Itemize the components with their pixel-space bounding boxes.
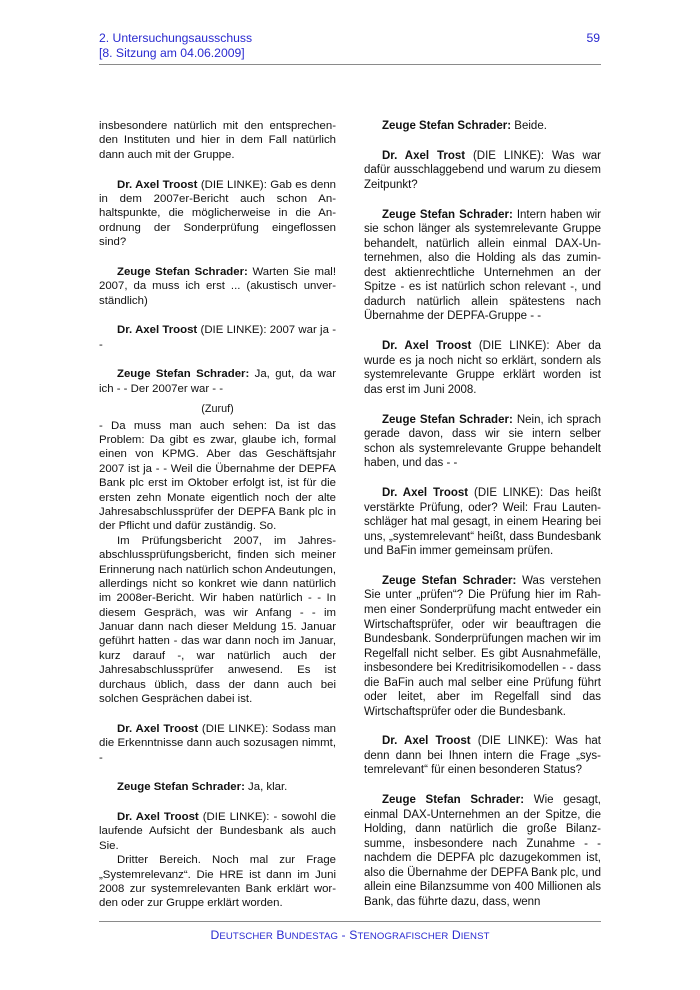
paragraph [364, 119, 601, 134]
paragraph [364, 793, 601, 909]
paragraph-text: Was war dafür ausschlaggebend und warum zu diesem Zeitpunkt? [364, 149, 601, 191]
footer-initial: S [349, 928, 358, 942]
paragraph-text: 2007 war ja - - [99, 324, 337, 351]
paragraph [364, 734, 601, 778]
speaker-affiliation: (DIE LINKE): [198, 722, 273, 735]
paragraph-text: Nein, ich sprach gerade davon, dass wir sie intern selber schon als systemrelevante Gruppe behandelt haben, und das - - [364, 413, 601, 470]
paragraph-text: Aber da wurde es ja noch nicht so erklärt, sondern als systemrelevante Gruppe erklärt worden ist das erst im Juni 2008. [364, 340, 601, 396]
interjection-note: (Zuruf) [201, 403, 234, 416]
paragraph [364, 413, 601, 471]
footer-word: UNDESTAG [284, 931, 339, 942]
paragraph-text: - sowohl die laufende Aufsicht der Bundesbank als auch Sie. [99, 811, 337, 852]
paragraph [99, 810, 336, 853]
paragraph [99, 853, 336, 911]
paragraph-text: Sodass man die Erkenntnisse dann auch sozusagen nimmt, - [99, 722, 337, 764]
speaker-name: Zeuge Stefan Schrader: [117, 368, 250, 381]
right-column [364, 119, 601, 909]
paragraph-text: - Da muss man auch sehen: Da ist das Problem: Da gibt es zwar, glaube ich, formal einen von KPMG. Aber das Geschäftsjahr 2007 ist ja - - Weil die Übernahme der DEPFA Bank plc erst im Oktober erfolgt ist, ist für die ersten zehn Monate eigentlich noch der alte Jahresabschlussprüfer der DEPFA Bank plc in der Pflicht und dafür zuständig. So. [99, 419, 336, 533]
paragraph-text: Gab es denn in dem 2007er-Bericht auch schon Anhaltspunkte, die möglicherweise in die Anordnung der Sonderprüfung eingeflossen sind? [99, 178, 336, 249]
speaker-name: Dr. Axel Troost [382, 487, 469, 500]
speaker-name: Zeuge Stefan Schrader: [382, 413, 513, 426]
speaker-name: Dr. Axel Troost [117, 811, 199, 824]
speaker-name: Zeuge Stefan Schrader: [382, 794, 525, 807]
paragraph [99, 265, 336, 308]
page-header [99, 30, 601, 64]
paragraph [364, 486, 601, 559]
paragraph [364, 208, 601, 324]
speaker-affiliation: (DIE LINKE): [465, 149, 552, 162]
footer-initial: B [276, 928, 285, 942]
paragraph-text: Im Prüfungsbericht 2007, im Jahresabschlussprüfungsbericht, finden sich meiner Erinnerung nach natürlich schon Andeutungen, allerdings nicht so konkret wie dann natürlich im 2008er-Bericht. Wir haben natürlich - - In diesem Gespräch, was wir Anfang - - im Januar dann nach dieser Meldung 15. Januar geführt hatten - das war dann noch im Januar, kurz darauf -, war natürlich auch der Jahresabschlussprüfer anwesend. Es ist durchaus üblich, dass der dann auch bei solchen Gesprächen dabei ist. [99, 534, 336, 706]
footer-word: EUTSCHER [219, 931, 273, 942]
speaker-name: Zeuge Stefan Schrader: [117, 265, 248, 278]
paragraph-text: Das heißt verstärkte Prüfung, oder? Weil: Frau Lautenschläger hat mal gesagt, in einem Hearing bei uns, „systemrelevant“ heißt, dass Bundesbank und BaFin immer gemeinsam prüfen. [364, 487, 601, 558]
speaker-name: Dr. Axel Troost [382, 340, 472, 353]
paragraph-text: Wie gesagt, einmal DAX-Unternehmen an der Spitze, die Holding, dann natürlich die große Bilanzsumme, insbesondere nach Zunahme - - nachdem die DEPFA plc dazugekommen ist, also die Übernahme der DEPFA Bank plc, und allein eine Bilanzsumme von 400 Millionen als Bank, das führte dazu, dass, wenn [364, 794, 601, 908]
paragraph [99, 119, 336, 162]
speaker-affiliation: (DIE LINKE): [471, 340, 557, 353]
paragraph-text: Beide. [514, 120, 547, 132]
paragraph-text: Ja, klar. [248, 781, 288, 794]
page-number: 59 [586, 31, 600, 45]
paragraph [364, 574, 601, 719]
paragraph-text: insbesondere natürlich mit den entsprechenden Instituten und hier in dem Fall natürlich dann auch mit der Gruppe. [99, 120, 336, 161]
speaker-name: Dr. Axel Troost [117, 324, 198, 337]
speaker-affiliation: (DIE LINKE): [198, 811, 274, 824]
speaker-name: Dr. Axel Trost [382, 149, 466, 162]
paragraph [99, 323, 336, 352]
speaker-name: Dr. Axel Troost [117, 722, 199, 735]
paragraph-text: Dritter Bereich. Noch mal zur Frage „Systemrelevanz“. Die HRE ist dann im Juni 2008 zur systemrelevanten Bank erklärt worden oder zur Gruppe erklärt worden. [99, 854, 336, 910]
speaker-name: Zeuge Stefan Schrader: [382, 120, 512, 132]
footer-word: TENOGRAFISCHER [357, 931, 449, 942]
paragraph [364, 339, 601, 397]
paragraph [99, 178, 336, 250]
paragraph-text: Was hat denn dann bei Ihnen intern die Frage „systemrelevant“ für einen besonderen Status? [364, 735, 601, 777]
speaker-name: Dr. Axel Troost [117, 178, 198, 191]
speaker-name: Zeuge Stefan Schrader: [382, 574, 517, 587]
paragraph [99, 367, 336, 396]
footer-separator: - [338, 928, 350, 942]
left-column [99, 119, 336, 911]
paragraph-text: Ja, gut, da war ich - - Der 2007er war - - [99, 368, 336, 395]
footer-initial: D [210, 928, 220, 942]
committee-title: 2. Untersuchungsausschuss [99, 31, 253, 45]
speaker-name: Zeuge Stefan Schrader: [117, 781, 245, 794]
session-info: [8. Sitzung am 04.06.2009] [99, 46, 245, 60]
speaker-affiliation: (DIE LINKE): [468, 487, 550, 500]
page-footer [99, 928, 601, 942]
paragraph [99, 780, 336, 794]
paragraph [364, 149, 601, 193]
paragraph-text: Warten Sie mal! 2007, da muss ich erst ... (akustisch unverständlich) [99, 265, 336, 307]
footer-word: IENST [460, 931, 490, 942]
speaker-affiliation: (DIE LINKE): [197, 324, 270, 337]
paragraph-text: Was verstehen Sie unter „prüfen“? Die Prüfung hier im Rahmen einer Sonderprüfung macht entweder ein Wirtschaftsprüfer, oder wir beauftragen die Bundesbank. Sonderprüfungen machen wir im Regelfall nicht selber. Es gibt Ausnahmefälle, insbesondere bei Kreditrisikomodellen - - dass die BaFin auch mal selber eine Prüfung führt oder leitet, aber im Regelfall sind das Wirtschaftsprüfer oder die Bundesbank. [364, 574, 602, 718]
paragraph-text: Intern haben wir sie schon länger als systemrelevante Gruppe behandelt, natürlich allein einmal DAX-Unternehmen, also die Holding als das zumindest aktienrechtliche Unternehmen an der Spitze - es ist natürlich schon relevant -, und dadurch natürlich allein spätestens nach Übernahme der DEPFA-Gruppe - - [364, 208, 602, 323]
paragraph [99, 534, 336, 707]
speaker-affiliation [524, 794, 534, 806]
header-rule [99, 64, 601, 65]
footer-initial: D [451, 928, 461, 942]
footer-rule [99, 921, 601, 922]
speaker-name: Dr. Axel Troost [382, 735, 471, 748]
paragraph [99, 722, 336, 765]
paragraph [99, 419, 336, 534]
speaker-affiliation: (DIE LINKE): [470, 735, 556, 748]
speaker-affiliation: (DIE LINKE): [197, 178, 271, 191]
speaker-name: Zeuge Stefan Schrader: [382, 208, 513, 221]
